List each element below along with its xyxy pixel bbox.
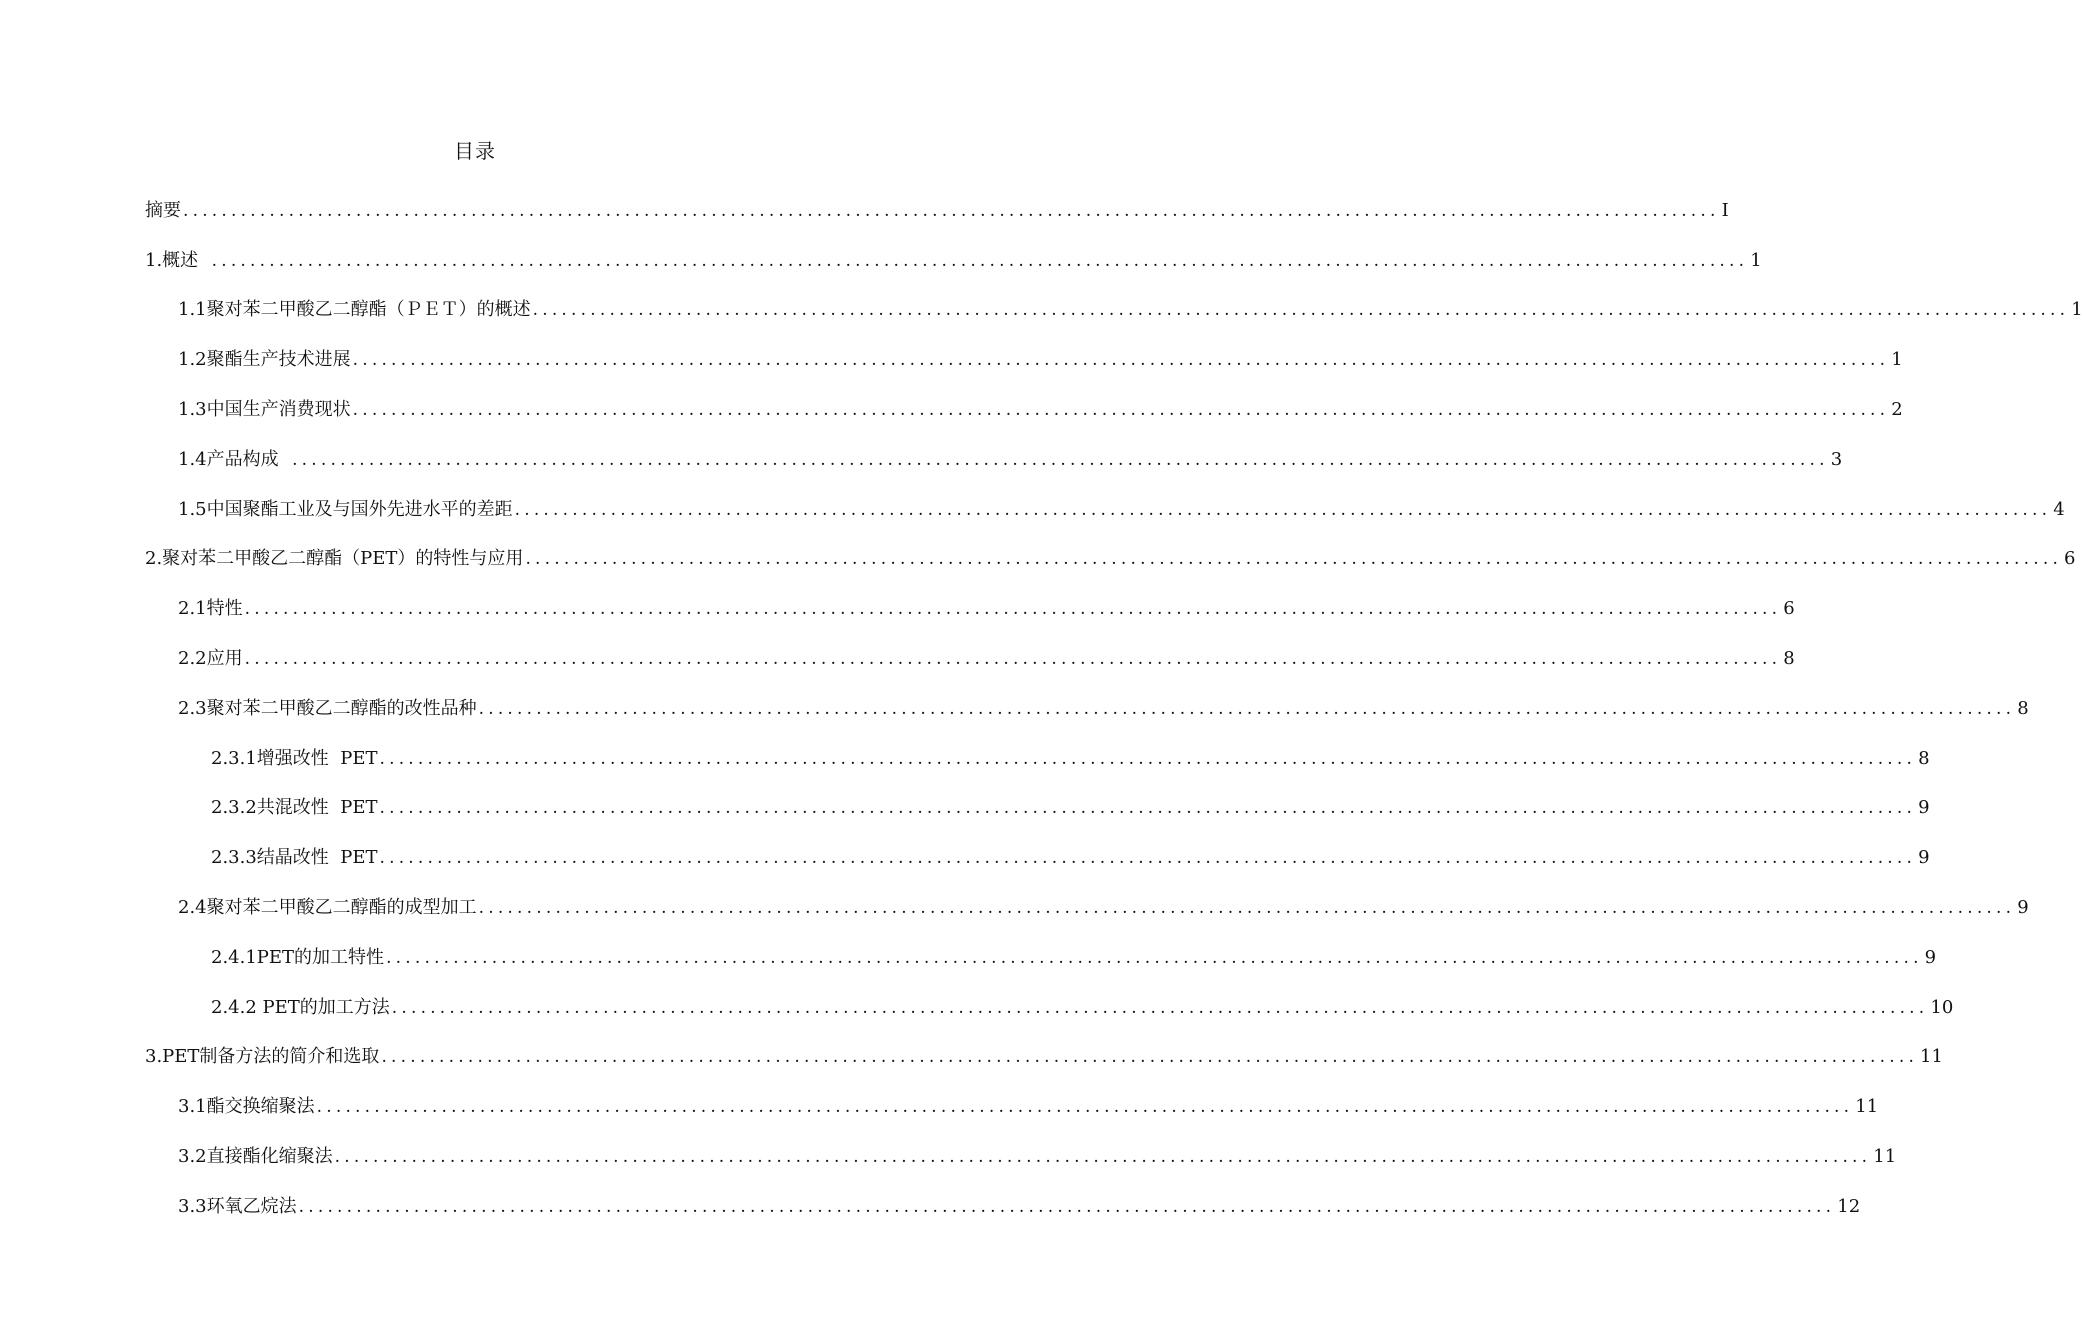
- toc-page-number: 1: [2071, 299, 2083, 321]
- toc-dot-leader: ................................................................................................................................................................: [183, 200, 1720, 221]
- toc-entry-text: 1.1聚对苯二甲酸乙二醇酯（ＰＥＴ）的概述: [178, 299, 531, 321]
- toc-entry[interactable]: [0, 186, 1729, 236]
- toc-dot-leader: ................................................................................................................................................................: [532, 300, 2070, 321]
- toc-entry[interactable]: [0, 535, 2076, 585]
- toc-entry-text: 1.2聚酯生产技术进展: [178, 349, 351, 371]
- toc-entry[interactable]: [0, 684, 2029, 734]
- toc-entry-text: 3.2直接酯化缩聚法: [178, 1146, 333, 1168]
- toc-page-number: 8: [1783, 648, 1795, 670]
- toc-entry-text: 3.PET制备方法的简介和选取: [145, 1046, 380, 1068]
- toc-entry[interactable]: [0, 335, 1903, 385]
- toc-entry[interactable]: [0, 634, 1795, 684]
- toc-entry[interactable]: [0, 833, 1930, 883]
- toc-dot-leader: ................................................................................................................................................................: [292, 449, 1829, 470]
- toc-page-number: 9: [1924, 946, 1937, 968]
- toc-entry[interactable]: [0, 584, 1795, 634]
- toc-entry[interactable]: [0, 933, 1937, 983]
- toc-dot-leader: ................................................................................................................................................................: [211, 250, 1749, 271]
- toc-entry-text: 2.3.2共混改性 PET: [211, 797, 378, 819]
- toc-entry-text: 2.3.1增强改性 PET: [211, 747, 378, 769]
- toc-page-number: 2: [1891, 399, 1903, 421]
- toc-entry-text: 2.4.1PET的加工特性: [211, 946, 385, 968]
- toc-entry[interactable]: [0, 883, 2029, 933]
- toc-dot-leader: ................................................................................................................................................................: [478, 898, 2016, 919]
- toc-entry[interactable]: [0, 236, 1762, 286]
- toc-page-number: 6: [2064, 548, 2076, 570]
- toc-entry-text: 3.1酯交换缩聚法: [178, 1096, 315, 1118]
- toc-page-number: 12: [1837, 1195, 1861, 1217]
- toc-entry-text: 2.1特性: [178, 598, 243, 620]
- toc-entry[interactable]: [0, 734, 1930, 784]
- toc-page-number: 11: [1873, 1146, 1897, 1168]
- toc-dot-leader: ................................................................................................................................................................: [352, 350, 1890, 371]
- toc-dot-leader: ................................................................................................................................................................: [391, 997, 1929, 1018]
- toc-entry-text: 2.3.3结晶改性 PET: [211, 847, 378, 869]
- toc-entry[interactable]: [0, 983, 1954, 1033]
- toc-dot-leader: ................................................................................................................................................................: [525, 549, 2063, 570]
- toc-dot-leader: ................................................................................................................................................................: [316, 1097, 1854, 1118]
- toc-page-number: 6: [1783, 598, 1795, 620]
- toc-page-number: 3: [1830, 448, 1843, 470]
- toc-dot-leader: ................................................................................................................................................................: [352, 400, 1890, 421]
- toc-entry-text: 2.3聚对苯二甲酸乙二醇酯的改性品种: [178, 697, 477, 719]
- toc-list: [0, 186, 2083, 1232]
- toc-entry-text: 3.3环氧乙烷法: [178, 1195, 297, 1217]
- toc-dot-leader: ................................................................................................................................................................: [379, 798, 1917, 819]
- toc-page-number: 11: [1855, 1096, 1879, 1118]
- toc-entry-text: 2.2应用: [178, 648, 243, 670]
- toc-entry[interactable]: [0, 385, 1903, 435]
- toc-entry-text: 1.3中国生产消费现状: [178, 399, 351, 421]
- toc-entry[interactable]: [0, 1033, 1943, 1083]
- toc-page-number: 11: [1920, 1046, 1943, 1068]
- toc-page-number: 1: [1750, 249, 1762, 271]
- toc-entry-text: 摘要: [145, 199, 181, 221]
- toc-dot-leader: ................................................................................................................................................................: [244, 599, 1782, 620]
- toc-entry[interactable]: [0, 1182, 1861, 1232]
- toc-entry-text: 1.5中国聚酯工业及与国外先进水平的差距: [178, 498, 513, 520]
- toc-dot-leader: ................................................................................................................................................................: [514, 499, 2052, 520]
- toc-dot-leader: ................................................................................................................................................................: [379, 848, 1917, 869]
- toc-title: 目录: [454, 139, 496, 163]
- toc-entry[interactable]: [0, 784, 1930, 834]
- toc-page-number: 4: [2053, 498, 2065, 520]
- toc-entry-text: 1.4产品构成: [178, 448, 291, 470]
- toc-dot-leader: ................................................................................................................................................................: [381, 1047, 1919, 1068]
- toc-entry[interactable]: [0, 286, 2083, 336]
- toc-entry[interactable]: [0, 1082, 1879, 1132]
- toc-page-number: 9: [2017, 897, 2029, 919]
- toc-page-number: 9: [1918, 797, 1930, 819]
- toc-dot-leader: ................................................................................................................................................................: [244, 649, 1782, 670]
- toc-dot-leader: ................................................................................................................................................................: [386, 947, 1923, 968]
- toc-dot-leader: ................................................................................................................................................................: [379, 748, 1917, 769]
- toc-entry[interactable]: [0, 1132, 1897, 1182]
- toc-dot-leader: ................................................................................................................................................................: [334, 1147, 1872, 1168]
- toc-entry[interactable]: [0, 435, 1843, 485]
- toc-entry-text: 2.4聚对苯二甲酸乙二醇酯的成型加工: [178, 897, 477, 919]
- toc-page-number: 10: [1930, 996, 1954, 1018]
- toc-page-number: 8: [2017, 697, 2029, 719]
- toc-page-number: 8: [1918, 747, 1930, 769]
- toc-entry-text: 1.概述: [145, 249, 210, 271]
- toc-entry-text: 2.4.2 PET的加工方法: [211, 996, 390, 1018]
- toc-entry-text: 2.聚对苯二甲酸乙二醇酯（PET）的特性与应用: [145, 548, 524, 570]
- toc-dot-leader: ................................................................................................................................................................: [298, 1196, 1836, 1217]
- toc-page-number: 9: [1918, 847, 1930, 869]
- toc-page-number: 1: [1891, 349, 1903, 371]
- toc-dot-leader: ................................................................................................................................................................: [478, 698, 2016, 719]
- toc-page-number: I: [1721, 199, 1729, 221]
- toc-entry[interactable]: [0, 485, 2065, 535]
